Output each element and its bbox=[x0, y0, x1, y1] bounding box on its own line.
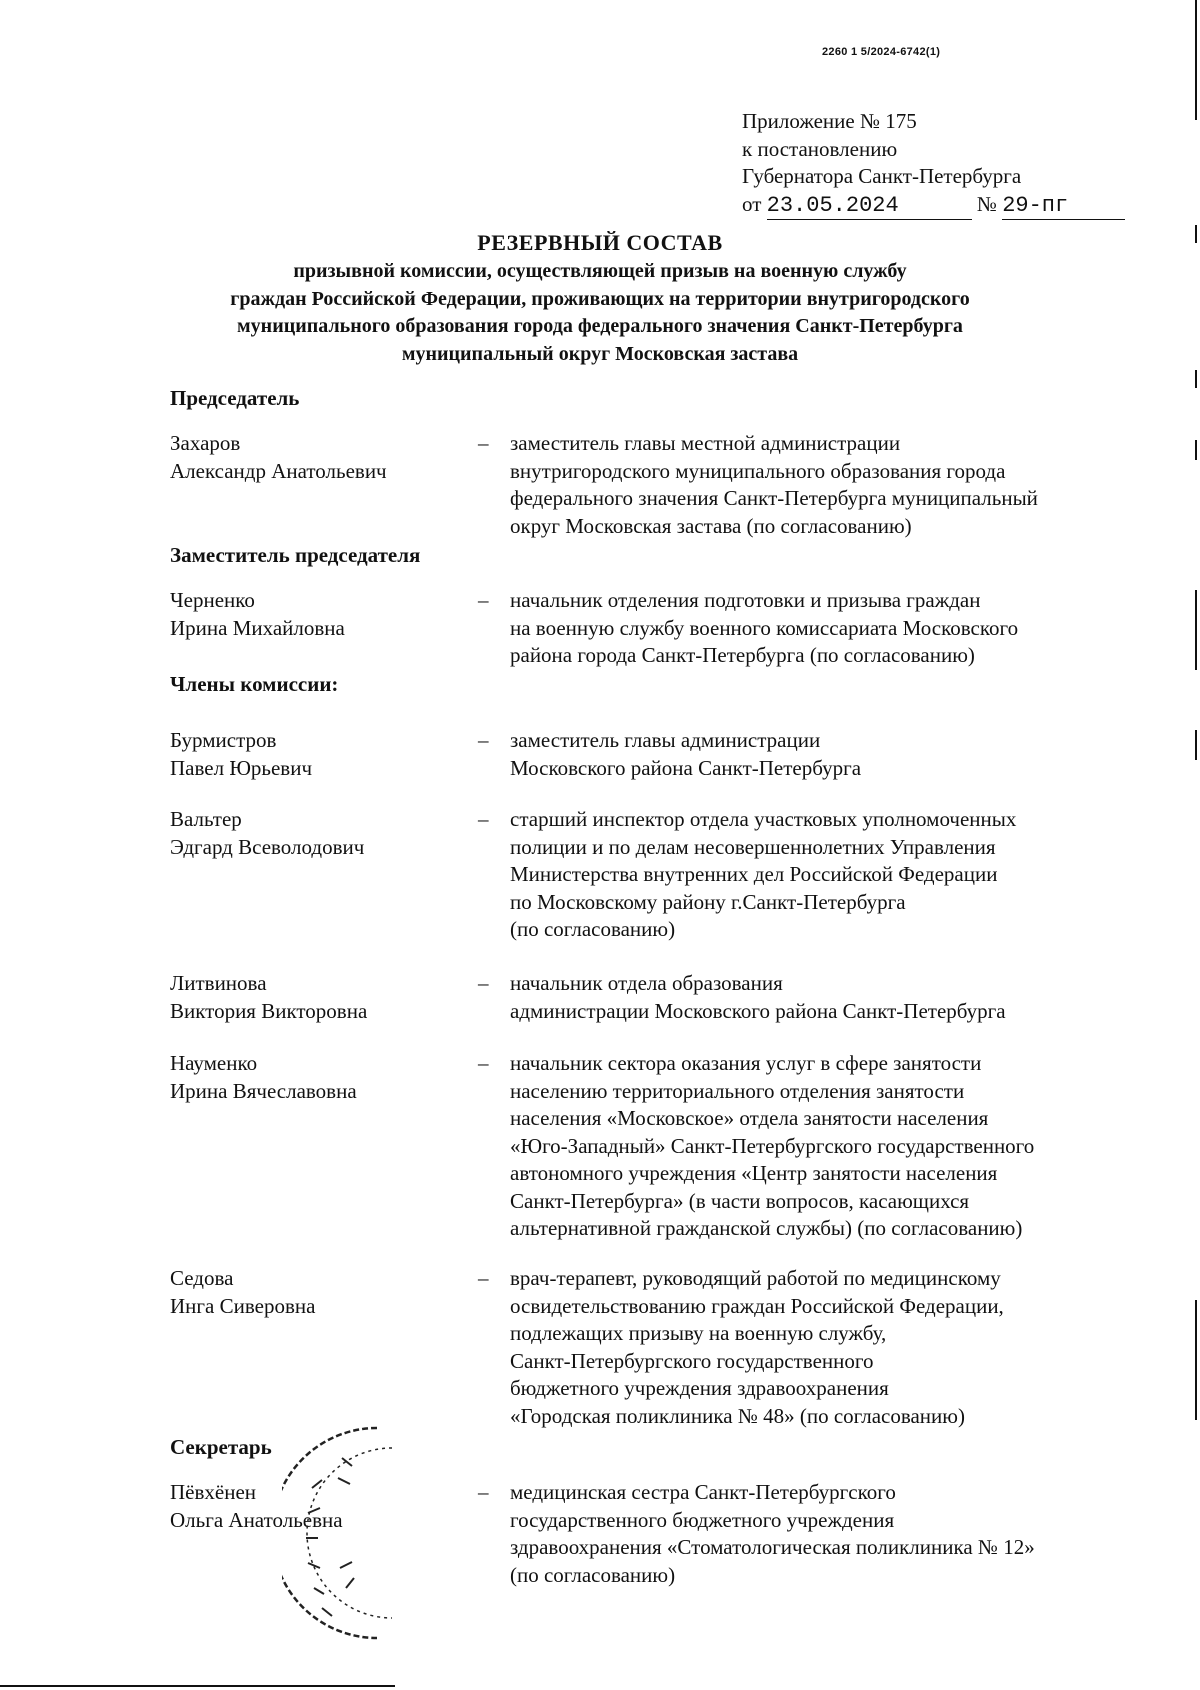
member-given-name: Ирина Михайловна bbox=[170, 615, 345, 640]
member-description bbox=[510, 727, 1160, 782]
description-line: района города Санкт-Петербурга (по согласованию) bbox=[510, 643, 975, 667]
description-line: по Московскому району г.Санкт-Петербурга bbox=[510, 889, 906, 914]
date-prefix: от bbox=[742, 191, 762, 216]
dash: – bbox=[478, 431, 489, 455]
section-chairman: Председатель bbox=[170, 386, 300, 410]
scan-margin-marks bbox=[1188, 0, 1200, 1690]
description-line: полиции и по делам несовершеннолетних Управления bbox=[510, 834, 996, 859]
description-line: «Городская поликлиника № 48» (по согласованию) bbox=[510, 1403, 965, 1428]
description-line: старший инспектор отдела участковых уполномоченных bbox=[510, 807, 1017, 831]
description-line: бюджетного учреждения здравоохранения bbox=[510, 1376, 889, 1400]
section-secretary: Секретарь bbox=[170, 1435, 272, 1459]
member-name bbox=[170, 1050, 470, 1105]
member-name bbox=[170, 727, 470, 782]
member-surname: Седова bbox=[170, 1266, 234, 1290]
bottom-rule bbox=[0, 1685, 395, 1687]
member-given-name: Эдгард Всеволодович bbox=[170, 834, 365, 859]
dash: – bbox=[478, 1266, 489, 1290]
member-surname: Науменко bbox=[170, 1051, 258, 1075]
registration-number: 2260 1 5/2024-6742(1) bbox=[822, 46, 941, 58]
member-name bbox=[170, 970, 470, 1025]
member-surname: Черненко bbox=[170, 588, 255, 612]
member-description bbox=[510, 1265, 1160, 1430]
description-line: подлежащих призыву на военную службу, bbox=[510, 1321, 887, 1345]
description-line: населения «Московское» отдела занятости населения bbox=[510, 1106, 989, 1130]
document-subtitle bbox=[140, 258, 1060, 368]
member-name bbox=[170, 587, 470, 642]
member-given-name: Ирина Вячеславовна bbox=[170, 1078, 357, 1103]
member-description bbox=[510, 430, 1160, 540]
description-line: Московского района Санкт-Петербурга bbox=[510, 755, 862, 780]
number-prefix: № bbox=[976, 191, 997, 216]
description-line: государственного бюджетного учреждения bbox=[510, 1507, 895, 1532]
member-surname: Вальтер bbox=[170, 807, 242, 831]
appendix-line-2: к постановлению bbox=[742, 136, 898, 161]
member-description bbox=[510, 806, 1160, 944]
member-description bbox=[510, 1050, 1160, 1243]
resolution-date: 23.05.2024 bbox=[767, 192, 972, 221]
description-line: освидетельствованию граждан Российской Федерации, bbox=[510, 1293, 1004, 1318]
description-line: альтернативной гражданской службы) (по согласованию) bbox=[510, 1216, 1023, 1240]
member-surname: Бурмистров bbox=[170, 728, 277, 752]
description-line: Министерства внутренних дел Российской Федерации bbox=[510, 862, 998, 886]
member-description bbox=[510, 587, 1160, 670]
dash: – bbox=[478, 1480, 489, 1504]
subtitle-line: муниципального образования города федерального значения Санкт-Петербурга bbox=[237, 315, 963, 337]
member-given-name: Павел Юрьевич bbox=[170, 755, 313, 780]
dash: – bbox=[478, 971, 489, 995]
description-line: автономного учреждения «Центр занятости населения bbox=[510, 1161, 998, 1185]
description-line: округ Московская застава (по согласованию) bbox=[510, 513, 912, 538]
description-line: Санкт-Петербургского государственного bbox=[510, 1348, 874, 1373]
appendix-block bbox=[742, 108, 1125, 220]
description-line: (по согласованию) bbox=[510, 1562, 676, 1587]
description-line: населению территориального отделения занятости bbox=[510, 1078, 965, 1103]
member-surname: Литвинова bbox=[170, 971, 267, 995]
description-line: заместитель главы администрации bbox=[510, 728, 821, 752]
dash: – bbox=[478, 1051, 489, 1075]
description-line: начальник сектора оказания услуг в сфере занятости bbox=[510, 1051, 982, 1075]
member-name bbox=[170, 1265, 470, 1320]
description-line: Санкт-Петербурга» (в части вопросов, касающихся bbox=[510, 1188, 970, 1213]
description-line: начальник отдела образования bbox=[510, 971, 783, 995]
dash: – bbox=[478, 728, 489, 752]
appendix-line-3: Губернатора Санкт-Петербурга bbox=[742, 164, 1022, 188]
description-line: «Юго-Западный» Санкт-Петербургского государственного bbox=[510, 1133, 1035, 1158]
appendix-line-1: Приложение № 175 bbox=[742, 109, 917, 133]
description-line: начальник отделения подготовки и призыва граждан bbox=[510, 588, 981, 612]
description-line: медицинская сестра Санкт-Петербургского bbox=[510, 1480, 896, 1504]
description-line: федерального значения Санкт-Петербурга муниципальный bbox=[510, 486, 1038, 510]
member-name bbox=[170, 430, 470, 485]
description-line: внутригородского муниципального образования города bbox=[510, 458, 1006, 483]
subtitle-line: призывной комиссии, осуществляющей призыв на военную службу bbox=[293, 260, 907, 282]
resolution-number: 29-пг bbox=[1002, 192, 1125, 221]
description-line: (по согласованию) bbox=[510, 917, 676, 941]
dash: – bbox=[478, 588, 489, 612]
member-description bbox=[510, 970, 1160, 1025]
round-stamp-icon bbox=[282, 1418, 402, 1648]
member-surname: Захаров bbox=[170, 431, 241, 455]
member-given-name: Александр Анатольевич bbox=[170, 458, 387, 483]
member-given-name: Инга Сиверовна bbox=[170, 1293, 316, 1318]
description-line: заместитель главы местной администрации bbox=[510, 431, 901, 455]
description-line: администрации Московского района Санкт-Петербурга bbox=[510, 998, 1006, 1023]
member-given-name: Ольга Анатольевна bbox=[170, 1507, 343, 1532]
dash: – bbox=[478, 807, 489, 831]
section-deputy: Заместитель председателя bbox=[170, 543, 421, 567]
member-description bbox=[510, 1479, 1160, 1589]
description-line: врач-терапевт, руководящий работой по медицинскому bbox=[510, 1266, 1001, 1290]
member-name bbox=[170, 806, 470, 861]
description-line: на военную службу военного комиссариата Московского bbox=[510, 615, 1019, 640]
section-members: Члены комиссии: bbox=[170, 672, 339, 696]
subtitle-line: граждан Российской Федерации, проживающих на территории внутригородского bbox=[230, 287, 970, 310]
description-line: здравоохранения «Стоматологическая поликлиника № 12» bbox=[510, 1535, 1035, 1559]
document-title: РЕЗЕРВНЫЙ СОСТАВ bbox=[477, 230, 723, 255]
member-given-name: Виктория Викторовна bbox=[170, 998, 368, 1023]
member-surname: Пёвхёнен bbox=[170, 1480, 257, 1504]
subtitle-line: муниципальный округ Московская застава bbox=[401, 342, 799, 365]
appendix-date-line bbox=[742, 191, 1125, 221]
